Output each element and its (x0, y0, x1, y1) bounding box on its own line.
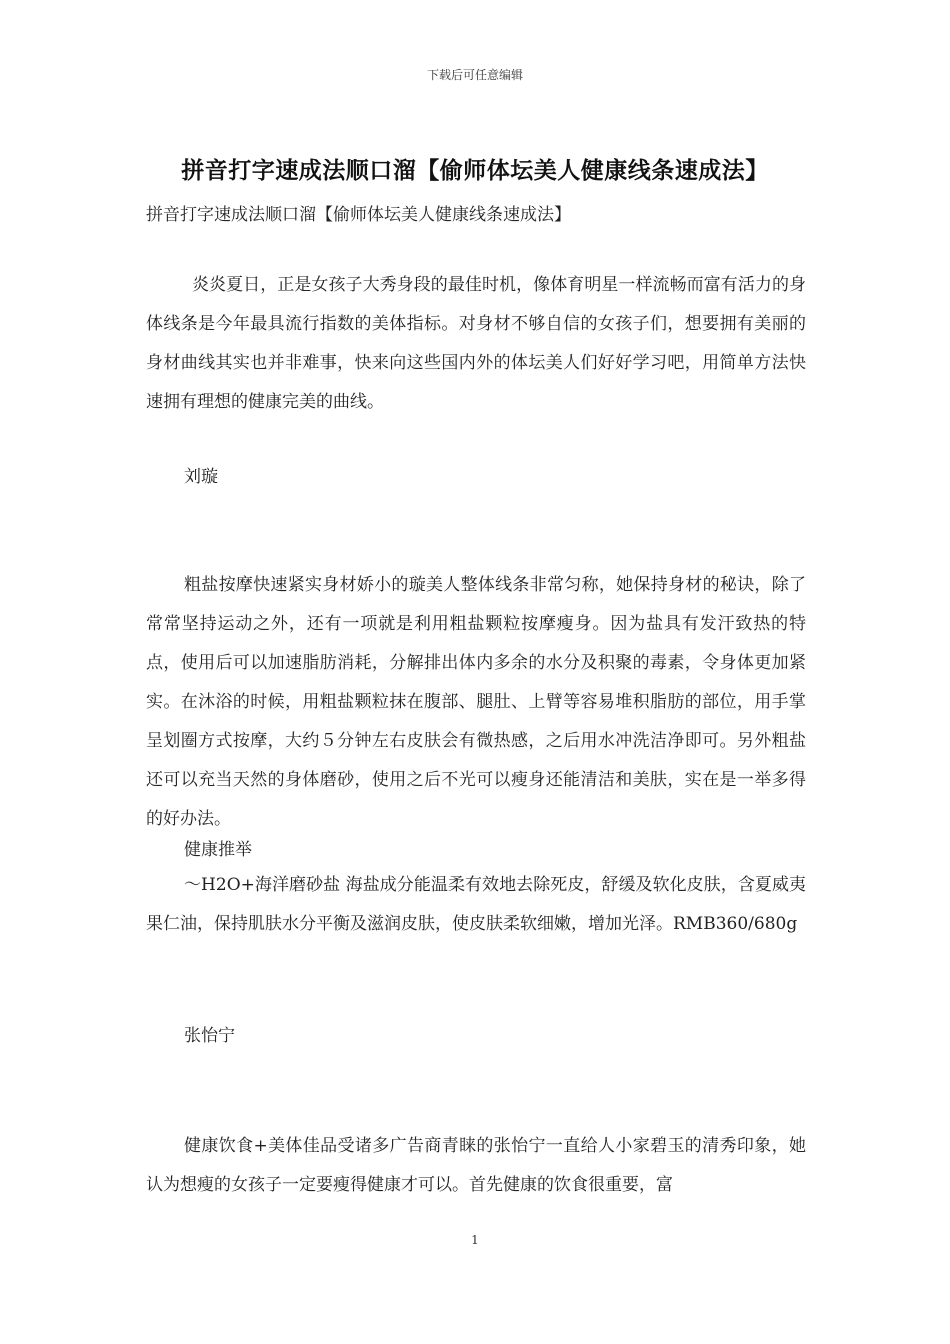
recommendation-heading: 健康推举 (184, 840, 252, 860)
intro-paragraph: 炎炎夏日，正是女孩子大秀身段的最佳时机，像体育明星一样流畅而富有活力的身体线条是今年最具流行指数的美体指标。对身材不够自信的女孩子们，想要拥有美丽的身材曲线其实也并非难事，快来向这些国内外的体坛美人们好好学习吧，用简单方法快速拥有理想的健康完美的曲线。 (146, 275, 806, 412)
recommendation-paragraph: ～H2O+海洋磨砂盐 海盐成分能温柔有效地去除死皮，舒缓及软化皮肤，含夏威夷果仁油，保持肌肤水分平衡及滋润皮肤，使皮肤柔软细嫩，增加光泽。RMB360/680g (146, 875, 806, 934)
header-note: 下载后可任意编辑 (426, 68, 523, 82)
section-heading-zhang-yining: 张怡宁 (184, 1026, 235, 1046)
document-subtitle: 拼音打字速成法顺口溜【偷师体坛美人健康线条速成法】 (146, 205, 571, 225)
document-title: 拼音打字速成法顺口溜【偷师体坛美人健康线条速成法】 (181, 157, 769, 184)
section-heading-liu-xuan: 刘璇 (184, 467, 218, 487)
section-paragraph-zhang-yining: 健康饮食+美体佳品受诸多广告商青睐的张怡宁一直给人小家碧玉的清秀印象，她认为想瘦的女孩子一定要瘦得健康才可以。首先健康的饮食很重要，富 (146, 1136, 806, 1195)
page-number: 1 (471, 1233, 479, 1247)
section-paragraph-liu-xuan: 粗盐按摩快速紧实身材娇小的璇美人整体线条非常匀称，她保持身材的秘诀，除了常常坚持运动之外，还有一项就是利用粗盐颗粒按摩瘦身。因为盐具有发汗致热的特点，使用后可以加速脂肪消耗，分解排出体内多余的水分及积聚的毒素，令身体更加紧实。在沐浴的时候，用粗盐颗粒抹在腹部、腿肚、上臂等容易堆积脂肪的部位，用手掌呈划圈方式按摩，大约５分钟左右皮肤会有微热感，之后用水冲洗洁净即可。另外粗盐还可以充当天然的身体磨砂，使用之后不光可以瘦身还能清洁和美肤，实在是一举多得的好办法。 (146, 575, 806, 829)
